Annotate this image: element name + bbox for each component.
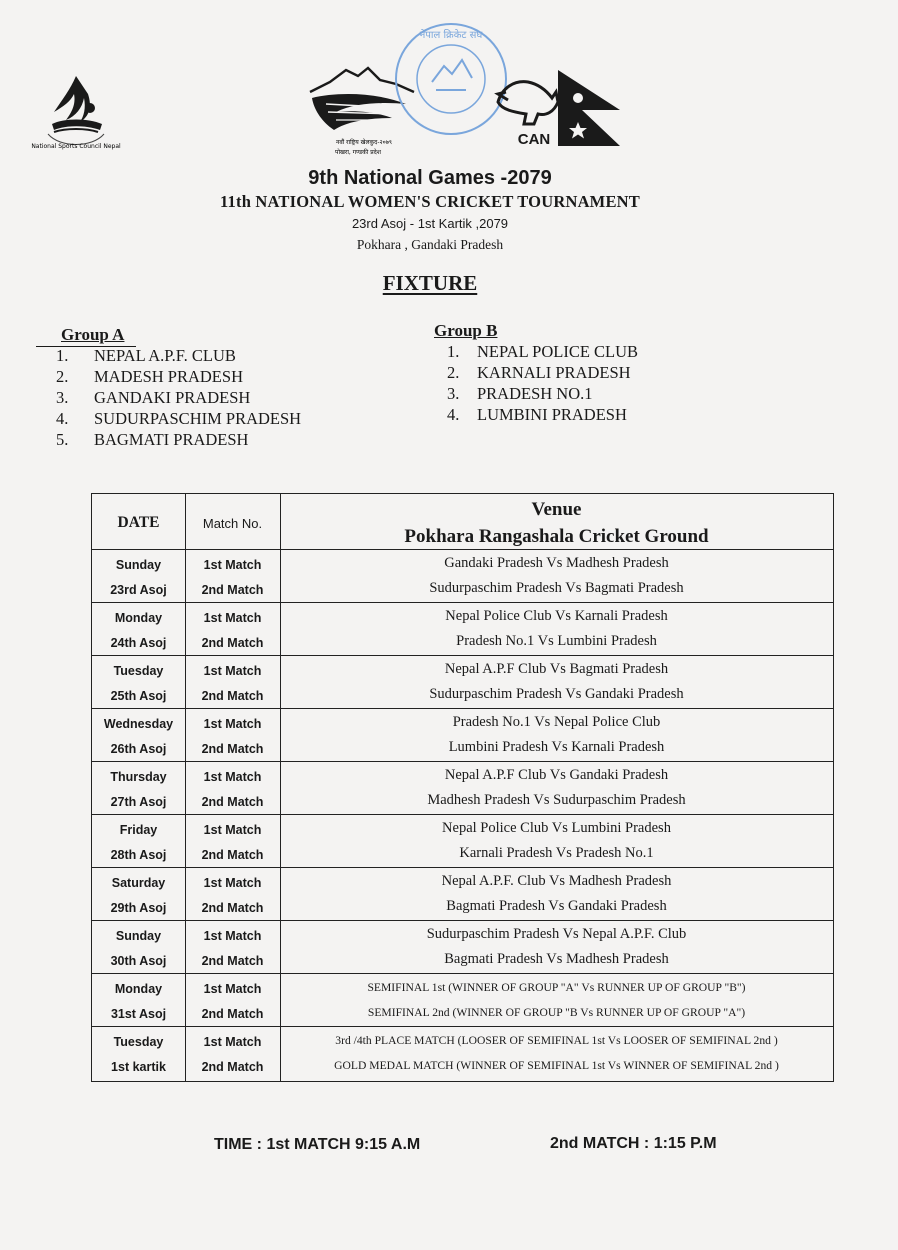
row-day: Sunday	[115, 558, 162, 572]
row-match-1: 1st Match	[203, 558, 262, 572]
team-name: MADESH PRADESH	[94, 367, 243, 386]
row-game-1: SEMIFINAL 1st (WINNER OF GROUP "A" Vs RUNNER UP OF GROUP "B")	[367, 981, 746, 994]
group-b	[434, 321, 754, 431]
row-match-2: 2nd Match	[201, 1060, 264, 1074]
team-name: NEPAL A.P.F. CLUB	[94, 346, 236, 365]
row-match-2: 2nd Match	[201, 1007, 264, 1021]
table-row	[92, 656, 833, 709]
header-match-no: Match No.	[202, 516, 263, 531]
row-game-2: Lumbini Pradesh Vs Karnali Pradesh	[448, 739, 665, 755]
can-label: CAN	[517, 131, 551, 148]
row-game-2: Sudurpaschim Pradesh Vs Gandaki Pradesh	[429, 686, 684, 702]
games-title: 9th National Games -2079	[308, 167, 552, 189]
row-match-1: 1st Match	[203, 717, 262, 731]
national-sports-council-logo	[31, 72, 121, 158]
team-number: 3.	[447, 384, 460, 403]
row-date: 30th Asoj	[110, 954, 167, 968]
row-match-1: 1st Match	[203, 876, 262, 890]
table-row	[92, 1027, 833, 1080]
table-row	[92, 709, 833, 762]
first-match-time: TIME : 1st MATCH 9:15 A.M	[214, 1136, 421, 1153]
table-row	[92, 815, 833, 868]
row-day: Tuesday	[113, 1035, 164, 1049]
row-match-2: 2nd Match	[201, 742, 264, 756]
row-date: 23rd Asoj	[110, 583, 167, 597]
row-day: Friday	[119, 823, 158, 837]
row-match-2: 2nd Match	[201, 689, 264, 703]
row-date: 1st kartik	[111, 1060, 166, 1074]
row-game-2: Madhesh Pradesh Vs Sudurpaschim Pradesh	[427, 792, 686, 808]
row-game-2: Bagmati Pradesh Vs Gandaki Pradesh	[446, 898, 667, 914]
fixture-heading-text: FIXTURE	[382, 271, 478, 295]
team-number: 2.	[447, 363, 460, 382]
nsc-logo-text: National Sports Council Nepal	[31, 143, 121, 150]
group-a-title: Group A	[61, 325, 125, 344]
row-day: Thursday	[110, 770, 167, 784]
row-match-2: 2nd Match	[201, 636, 264, 650]
stamp-text: नेपाल क्रिकेट संघ	[419, 30, 483, 41]
team-name: SUDURPASCHIM PRADESH	[94, 409, 302, 428]
row-match-1: 1st Match	[203, 929, 262, 943]
row-date: 27th Asoj	[110, 795, 167, 809]
table-row	[92, 603, 833, 656]
row-game-2: GOLD MEDAL MATCH (WINNER OF SEMIFINAL 1st Vs WINNER OF SEMIFINAL 2nd )	[334, 1059, 779, 1072]
team-name: GANDAKI PRADESH	[94, 388, 251, 407]
row-match-2: 2nd Match	[201, 901, 264, 915]
tournament-place: Pokhara , Gandaki Pradesh	[356, 237, 504, 252]
row-date: 29th Asoj	[110, 901, 167, 915]
row-match-1: 1st Match	[203, 770, 262, 784]
table-row	[92, 762, 833, 815]
row-game-1: Nepal A.P.F Club Vs Bagmati Pradesh	[444, 661, 669, 677]
row-day: Monday	[114, 982, 163, 996]
tournament-dates: 23rd Asoj - 1st Kartik ,2079	[351, 216, 509, 231]
row-match-2: 2nd Match	[201, 795, 264, 809]
second-match-time: 2nd MATCH : 1:15 P.M	[550, 1135, 717, 1152]
row-game-2: Karnali Pradesh Vs Pradesh No.1	[459, 845, 654, 861]
team-number: 1.	[447, 342, 460, 361]
row-game-2: SEMIFINAL 2nd (WINNER OF GROUP "B Vs RUNNER UP OF GROUP "A")	[367, 1006, 746, 1019]
table-row	[92, 921, 833, 974]
header-venue-name: Pokhara Rangashala Cricket Ground	[404, 526, 709, 547]
row-game-1: Nepal A.P.F. Club Vs Madhesh Pradesh	[441, 873, 672, 889]
group-a	[56, 325, 376, 455]
row-match-1: 1st Match	[203, 823, 262, 837]
table-row	[92, 550, 833, 603]
row-day: Wednesday	[103, 717, 174, 731]
row-date: 26th Asoj	[110, 742, 167, 756]
team-name: BAGMATI PRADESH	[94, 430, 249, 449]
row-match-2: 2nd Match	[201, 954, 264, 968]
fixture-heading	[0, 271, 860, 296]
tournament-title: 11th NATIONAL WOMEN'S CRICKET TOURNAMENT	[220, 192, 640, 211]
team-number: 5.	[56, 430, 69, 449]
table-row	[92, 868, 833, 921]
row-game-1: Nepal A.P.F Club Vs Gandaki Pradesh	[444, 767, 669, 783]
team-number: 4.	[447, 405, 460, 424]
row-game-1: Pradesh No.1 Vs Nepal Police Club	[452, 714, 661, 730]
row-date: 28th Asoj	[110, 848, 167, 862]
header-venue	[280, 496, 833, 550]
row-game-2: Sudurpaschim Pradesh Vs Bagmati Pradesh	[429, 580, 684, 596]
row-day: Sunday	[115, 929, 162, 943]
team-name: KARNALI PRADESH	[477, 363, 631, 382]
team-number: 3.	[56, 388, 69, 407]
row-game-2: Pradesh No.1 Vs Lumbini Pradesh	[456, 633, 657, 649]
row-match-2: 2nd Match	[201, 583, 264, 597]
row-match-1: 1st Match	[203, 664, 262, 678]
row-game-1: Nepal Police Club Vs Lumbini Pradesh	[442, 820, 671, 836]
games-logo-sub: पोखरा, गण्डकी प्रदेश	[335, 149, 381, 156]
row-game-1: Sudurpaschim Pradesh Vs Nepal A.P.F. Club	[426, 926, 687, 942]
team-name: NEPAL POLICE CLUB	[477, 342, 639, 361]
row-match-1: 1st Match	[203, 982, 262, 996]
row-day: Monday	[114, 611, 163, 625]
team-number: 1.	[56, 346, 69, 365]
row-game-1: Gandaki Pradesh Vs Madhesh Pradesh	[444, 555, 669, 571]
fixture-table	[91, 493, 834, 1082]
official-stamp	[392, 20, 510, 138]
row-game-1: 3rd /4th PLACE MATCH (LOOSER OF SEMIFINAL 1st Vs LOOSER OF SEMIFINAL 2nd )	[335, 1034, 778, 1047]
row-day: Saturday	[111, 876, 166, 890]
row-match-1: 1st Match	[203, 611, 262, 625]
row-game-2: Bagmati Pradesh Vs Madhesh Pradesh	[444, 951, 669, 967]
row-game-1: Nepal Police Club Vs Karnali Pradesh	[445, 608, 668, 624]
games-logo-text: नवौं राष्ट्रिय खेलकुद-२०७९	[336, 139, 392, 146]
team-number: 4.	[56, 409, 69, 428]
header-venue-label: Venue	[531, 499, 582, 520]
row-date: 31st Asoj	[110, 1007, 167, 1021]
row-match-2: 2nd Match	[201, 848, 264, 862]
team-number: 2.	[56, 367, 69, 386]
can-logo	[494, 68, 624, 150]
team-name: PRADESH NO.1	[477, 384, 593, 403]
row-match-1: 1st Match	[203, 1035, 262, 1049]
row-date: 25th Asoj	[110, 689, 167, 703]
team-name: LUMBINI PRADESH	[477, 405, 627, 424]
row-day: Tuesday	[113, 664, 164, 678]
group-b-title: Group B	[434, 321, 498, 340]
table-row	[92, 974, 833, 1027]
row-date: 24th Asoj	[110, 636, 167, 650]
header-date: DATE	[117, 514, 160, 531]
